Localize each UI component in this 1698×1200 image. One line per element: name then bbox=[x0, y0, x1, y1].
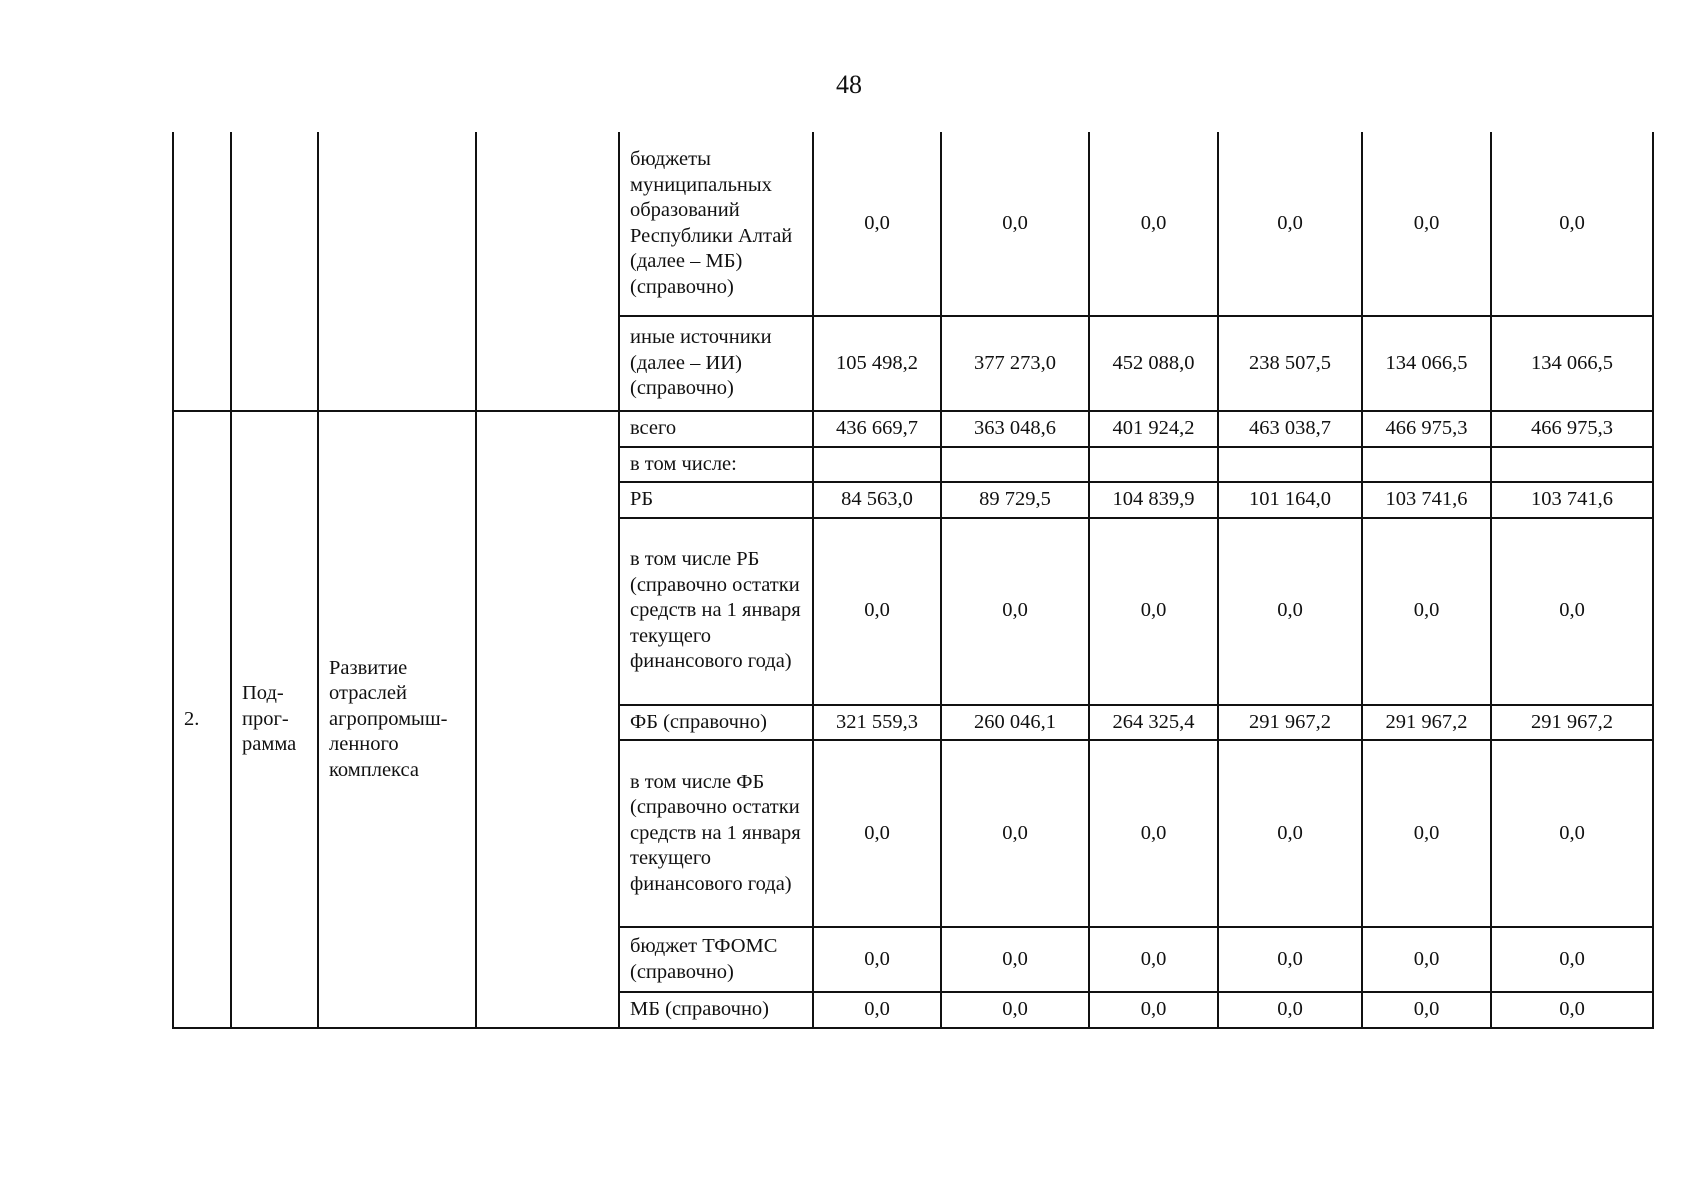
value-cell: 0,0 bbox=[1089, 740, 1218, 927]
funding-table bbox=[172, 132, 1654, 1029]
responsible-cell bbox=[476, 132, 619, 411]
value-cell bbox=[813, 447, 941, 483]
value-cell: 0,0 bbox=[1089, 992, 1218, 1028]
value-cell: 436 669,7 bbox=[813, 411, 941, 447]
type-cell bbox=[231, 132, 318, 411]
value-cell: 466 975,3 bbox=[1491, 411, 1653, 447]
source-cell: бюджет ТФОМС (справочно) bbox=[619, 927, 813, 992]
value-cell: 291 967,2 bbox=[1218, 705, 1362, 741]
value-cell: 0,0 bbox=[1362, 740, 1491, 927]
value-cell: 0,0 bbox=[941, 132, 1089, 316]
value-cell: 0,0 bbox=[1218, 132, 1362, 316]
table-row bbox=[173, 411, 1653, 447]
value-cell: 0,0 bbox=[941, 740, 1089, 927]
value-cell: 363 048,6 bbox=[941, 411, 1089, 447]
source-cell: в том числе РБ (справочно остатки средств на 1 января текущего финансового года) bbox=[619, 518, 813, 705]
source-cell: всего bbox=[619, 411, 813, 447]
source-cell: ФБ (справочно) bbox=[619, 705, 813, 741]
source-cell: в том числе: bbox=[619, 447, 813, 483]
value-cell: 0,0 bbox=[1362, 132, 1491, 316]
name-cell bbox=[318, 132, 476, 411]
value-cell: 0,0 bbox=[1491, 518, 1653, 705]
page-number: 48 bbox=[836, 70, 862, 99]
source-cell: бюджеты муниципальных образований Республики Алтай (далее – МБ) (справочно) bbox=[619, 132, 813, 316]
value-cell: 0,0 bbox=[1491, 740, 1653, 927]
value-cell: 0,0 bbox=[941, 927, 1089, 992]
value-cell: 105 498,2 bbox=[813, 316, 941, 411]
value-cell bbox=[941, 447, 1089, 483]
value-cell: 264 325,4 bbox=[1089, 705, 1218, 741]
table-row bbox=[173, 132, 1653, 316]
value-cell: 291 967,2 bbox=[1362, 705, 1491, 741]
source-cell: МБ (справочно) bbox=[619, 992, 813, 1028]
value-cell: 0,0 bbox=[813, 992, 941, 1028]
value-cell: 0,0 bbox=[813, 132, 941, 316]
value-cell: 0,0 bbox=[1089, 518, 1218, 705]
value-cell: 0,0 bbox=[1089, 927, 1218, 992]
value-cell bbox=[1089, 447, 1218, 483]
value-cell: 0,0 bbox=[941, 992, 1089, 1028]
number-cell bbox=[173, 132, 231, 411]
value-cell: 463 038,7 bbox=[1218, 411, 1362, 447]
value-cell: 103 741,6 bbox=[1491, 482, 1653, 518]
value-cell: 0,0 bbox=[1362, 518, 1491, 705]
source-cell: РБ bbox=[619, 482, 813, 518]
value-cell: 466 975,3 bbox=[1362, 411, 1491, 447]
value-cell: 321 559,3 bbox=[813, 705, 941, 741]
value-cell: 452 088,0 bbox=[1089, 316, 1218, 411]
source-cell: иные источники (далее – ИИ) (справочно) bbox=[619, 316, 813, 411]
value-cell: 0,0 bbox=[1218, 927, 1362, 992]
value-cell bbox=[1362, 447, 1491, 483]
value-cell: 103 741,6 bbox=[1362, 482, 1491, 518]
value-cell: 104 839,9 bbox=[1089, 482, 1218, 518]
value-cell: 0,0 bbox=[1491, 927, 1653, 992]
value-cell: 291 967,2 bbox=[1491, 705, 1653, 741]
value-cell: 0,0 bbox=[1362, 992, 1491, 1028]
value-cell: 0,0 bbox=[1218, 518, 1362, 705]
value-cell: 89 729,5 bbox=[941, 482, 1089, 518]
value-cell: 0,0 bbox=[1491, 132, 1653, 316]
value-cell bbox=[1491, 447, 1653, 483]
value-cell: 0,0 bbox=[1218, 992, 1362, 1028]
value-cell: 0,0 bbox=[813, 518, 941, 705]
value-cell: 0,0 bbox=[941, 518, 1089, 705]
value-cell: 134 066,5 bbox=[1362, 316, 1491, 411]
value-cell: 134 066,5 bbox=[1491, 316, 1653, 411]
value-cell: 0,0 bbox=[1089, 132, 1218, 316]
value-cell: 260 046,1 bbox=[941, 705, 1089, 741]
program-name-cell: Развитие отраслей агропромыш- ленного комплекса bbox=[318, 411, 476, 1028]
program-responsible-cell bbox=[476, 411, 619, 1028]
value-cell bbox=[1218, 447, 1362, 483]
value-cell: 0,0 bbox=[1218, 740, 1362, 927]
value-cell: 377 273,0 bbox=[941, 316, 1089, 411]
value-cell: 84 563,0 bbox=[813, 482, 941, 518]
value-cell: 401 924,2 bbox=[1089, 411, 1218, 447]
program-type-cell: Под- прог- рамма bbox=[231, 411, 318, 1028]
value-cell: 0,0 bbox=[813, 740, 941, 927]
value-cell: 0,0 bbox=[1491, 992, 1653, 1028]
value-cell: 0,0 bbox=[813, 927, 941, 992]
program-number-cell: 2. bbox=[173, 411, 231, 1028]
source-cell: в том числе ФБ (справочно остатки средств на 1 января текущего финансового года) bbox=[619, 740, 813, 927]
value-cell: 101 164,0 bbox=[1218, 482, 1362, 518]
value-cell: 238 507,5 bbox=[1218, 316, 1362, 411]
value-cell: 0,0 bbox=[1362, 927, 1491, 992]
